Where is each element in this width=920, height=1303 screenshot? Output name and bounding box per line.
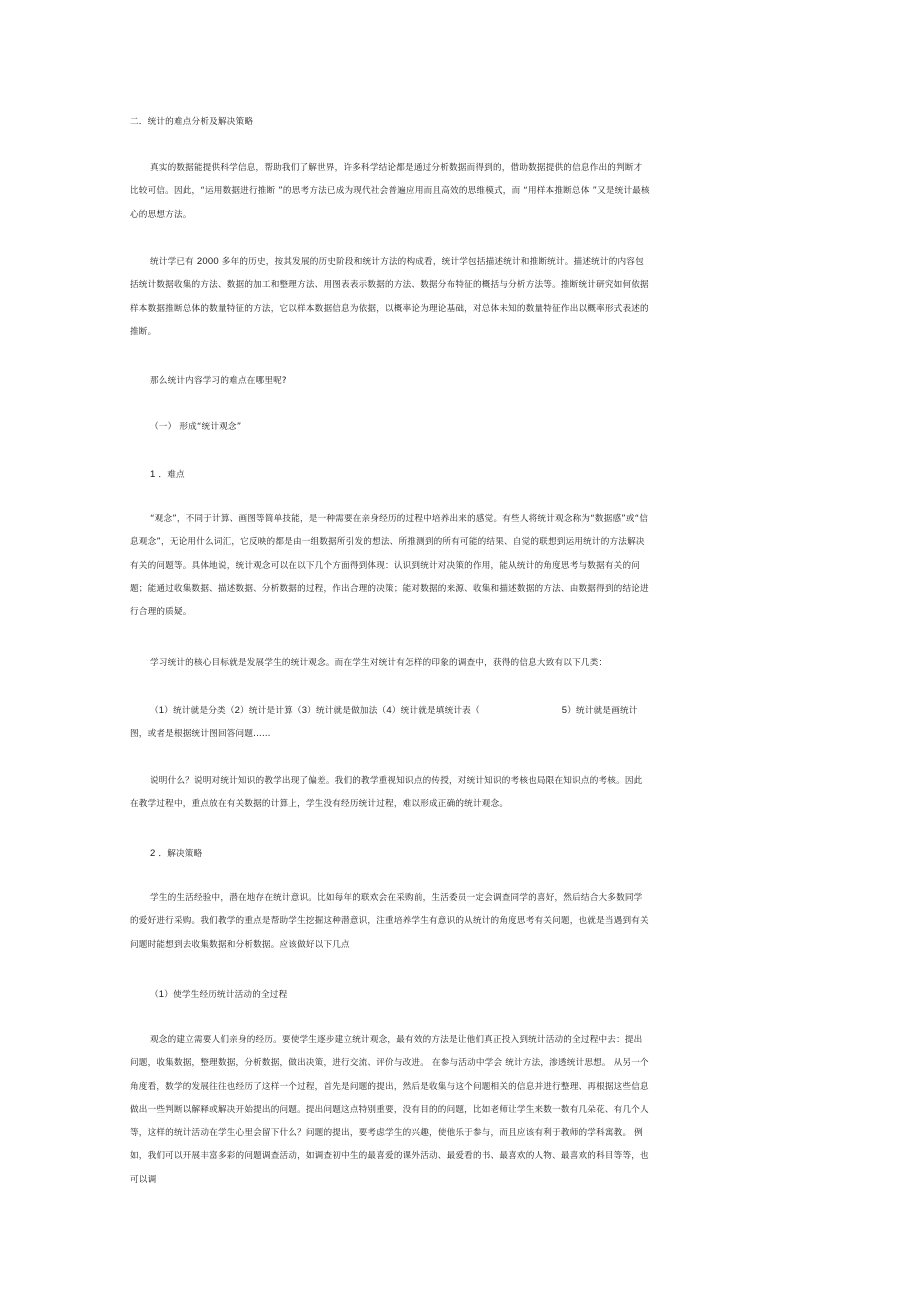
paragraph-text: 观念的建立需要人们亲身的经历。要使学生逐步建立统计观念，最有效的方法是让他们真正投入到统计活动的全过程中去：提出问题，收集数据，整理数据，分析数据，做出决策，进行交流、评价与改进。 在参与活动中学会 统计方法，渗透统计思想。 从另一个角度看，数学的发展往往也经历了这样一个过程，首先是问题的提出，然后是收集与这个问题相关的信息并进行整理、再根据这些信息做出一些判断以解释或解决开始提出的问题。提出问题这点特别重要，没有目的的问题，比如老师让学生来数一数有几朵花、有几个人等，这样的统计活动在学生心里会留下什么？问题的提出，要考虑学生的兴趣，使他乐于参与，而且应该有利于教师的学科寓教。 例如，我们可以开展丰富多彩的问题调查活动，如调查初中生的最喜爱的课外活动、最爱看的书、最喜欢的人物、最喜欢的科目等等，也可以调 [130,1035,649,1185]
paragraph-concept [130,508,650,624]
paragraph-text: 多年的历史，按其发展的历史阶段和统计方法的构成看，统计学包括描述统计和推断统计。描述统计的内容包括统计数据收集的方法、数据的加工和整理方法、用图表表示数据的方法、数据分布特征的概括与分析方法等。推断统计研究如何依据样本数据推断总体的数量特征的方法，它以样本数据信息为依据，以概率论为理论基础，对总体未知的数量特征作出以概率形式表述的推断。 [130,257,649,337]
list-text: ）统计就是做加法（ [307,706,387,716]
paragraph-intro [130,157,650,227]
sub-heading-label: ．难点 [158,470,185,480]
list-number: 4 [386,705,392,716]
paragraph-question [130,370,650,393]
list-number: 1 [158,705,165,716]
paragraph-text: 那么统计内容学习的难点在哪里呢? [150,376,287,386]
subsection-title [130,416,650,439]
sub-heading-number: 2 [150,848,156,859]
paragraph-text: “观念”，不同于计算、画图等简单技能，是一种需要在亲身经历的过程中培养出来的感觉。有些人将统计观念称为“数据感”或“信息观念”，无论用什么词汇，它反映的都是由一组数据所引发的想法、所推测到的所有可能的结果、自觉的联想到运用统计的方法解决有关的问题等。具体地说，统计观念可以在以下几个方面得到体现：认识到统计对决策的作用，能从统计的角度思考与数据有关的问题；能通过收集数据、描述数据、分析数据的过程，作出合理的决策；能对数据的来源、收集和描述数据的方法、由数据得到的结论进行合理的质疑。 [130,514,649,618]
point-text: （ [150,990,159,1000]
paragraph-text: 统计学已有 [150,257,194,267]
paragraph-text: 说明什么？说明对统计知识的教学出现了偏差。我们的教学重视知识点的传授，对统计知识的考核也局限在知识点的考核。因此在教学过程中，重点放在有关数据的计算上，学生没有经历统计过程，难以形成正确的统计观念。 [130,776,643,810]
list-text: ）统计就是填统计表（ [391,706,480,716]
paragraph-explain [130,770,650,817]
paragraph-text: 学习统计的核心目标就是发展学生的统计观念。而在学生对统计有怎样的印象的调查中，获得的信息大致有以下几类： [150,658,608,668]
list-number: 3 [301,705,308,716]
paragraph-text: 真实的数据能提供科学信息，帮助我们了解世界，许多科学结论都是通过分析数据而得到的，借助数据提供的信息作出的判断才比较可信。因此，“运用数据进行推断 ”的思考方法已成为现代社会普遍应用而且高效的思维模式，而 “用样本推断总体 ”又是统计最核心的思想方法。 [130,163,650,220]
paragraph-process [130,1029,650,1192]
year-count: 2000 [196,256,219,267]
paragraph-history [130,250,650,344]
sub-heading-number: 1 [150,469,156,480]
heading-text: 二．统计的难点分析及解决策略 [130,117,254,127]
paragraph-life [130,887,650,957]
list-text: ）统计就是分类（ [164,706,235,716]
sub-heading-label: ．解决策略 [158,849,203,859]
paragraph-text: 学生的生活经验中，潜在地存在统计意识。比如每年的联欢会在采购前，生活委员一定会调查同学的喜好，然后结合大多数同学的爱好进行采购。我们教学的重点是帮助学生挖掘这种潜意识，注重培养学生有意识的从统计的角度思考有关问题，也就是当遇到有关问题时能想到去收集数据和分析数据。应该做好以下几点 [130,893,649,950]
list-text: （ [150,706,159,716]
list-number: 2 [234,705,241,716]
point-number: 1 [158,989,165,1000]
paragraph-goal [130,652,650,675]
subsection-title-text: （一） 形成“统计观念” [150,422,242,432]
sub-heading-strategy [130,842,650,866]
sub-heading-difficulty [130,463,650,487]
section-heading [130,111,650,134]
point-text: ）使学生经历统计活动的全过程 [164,990,288,1000]
list-text: ）统计是计算（ [240,706,302,716]
list-number: 5 [561,705,568,716]
survey-list [130,699,650,747]
list-text: ）统计就是画统计图，或者是根据统计图回答问题…… [130,706,638,740]
point-heading-1 [130,983,650,1007]
